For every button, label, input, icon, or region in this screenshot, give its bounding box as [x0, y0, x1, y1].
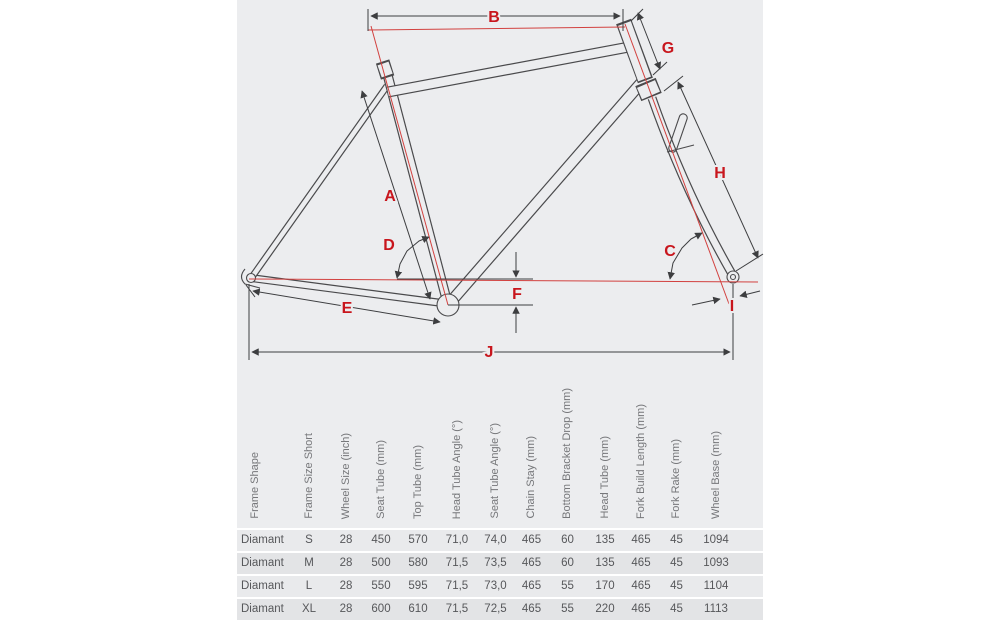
bike-frame-tubes — [251, 22, 732, 306]
col-header-head-tube-angle: Head Tube Angle (°) — [437, 388, 477, 529]
col-header-wheel-base: Wheel Base (mm) — [695, 388, 737, 529]
geometry-table — [237, 388, 763, 620]
dim-label-b: B — [488, 9, 500, 26]
col-header-seat-tube: Seat Tube (mm) — [363, 388, 399, 529]
top-tube-reference-line — [368, 27, 625, 30]
col-header-bottom-bracket-drop: Bottom Bracket Drop (mm) — [549, 388, 586, 529]
col-header-head-tube: Head Tube (mm) — [586, 388, 624, 529]
table-row: Diamant S 28 450 570 71,0 74,0 465 60 135 465 45 1094 — [237, 529, 763, 552]
dim-label-d: D — [383, 237, 395, 254]
col-header-fork-rake: Fork Rake (mm) — [658, 388, 695, 529]
dim-label-c: C — [664, 243, 676, 260]
dim-label-h: H — [714, 165, 726, 182]
dim-label-a: A — [384, 188, 396, 205]
col-header-top-tube: Top Tube (mm) — [399, 388, 437, 529]
dim-label-e: E — [341, 300, 353, 317]
geometry-panel — [237, 0, 763, 616]
seat-tube-axis-line — [371, 26, 448, 305]
steering-axis-line — [625, 24, 729, 304]
table-row: Diamant M 28 500 580 71,5 73,5 465 60 135 465 45 1093 — [237, 552, 763, 575]
col-header-chain-stay: Chain Stay (mm) — [514, 388, 549, 529]
col-header-wheel-size: Wheel Size (inch) — [329, 388, 363, 529]
dim-label-g: G — [661, 40, 675, 57]
frame-geometry-diagram — [237, 0, 763, 388]
table-row: Diamant XL 28 600 610 71,5 72,5 465 55 220 465 45 1113 — [237, 598, 763, 620]
rear-dropout — [247, 274, 256, 283]
col-header-frame-size-short: Frame Size Short — [289, 388, 329, 529]
col-header-seat-tube-angle: Seat Tube Angle (°) — [477, 388, 514, 529]
col-header-spacer — [737, 388, 763, 529]
col-header-frame-shape: Frame Shape — [237, 388, 289, 529]
table-header-row — [237, 388, 763, 529]
dim-label-i: I — [729, 298, 735, 315]
dim-label-j: J — [484, 344, 494, 361]
col-header-fork-build-length: Fork Build Length (mm) — [624, 388, 658, 529]
table-row: Diamant L 28 550 595 71,5 73,0 465 55 170 465 45 1104 — [237, 575, 763, 598]
dim-label-f: F — [512, 286, 522, 303]
